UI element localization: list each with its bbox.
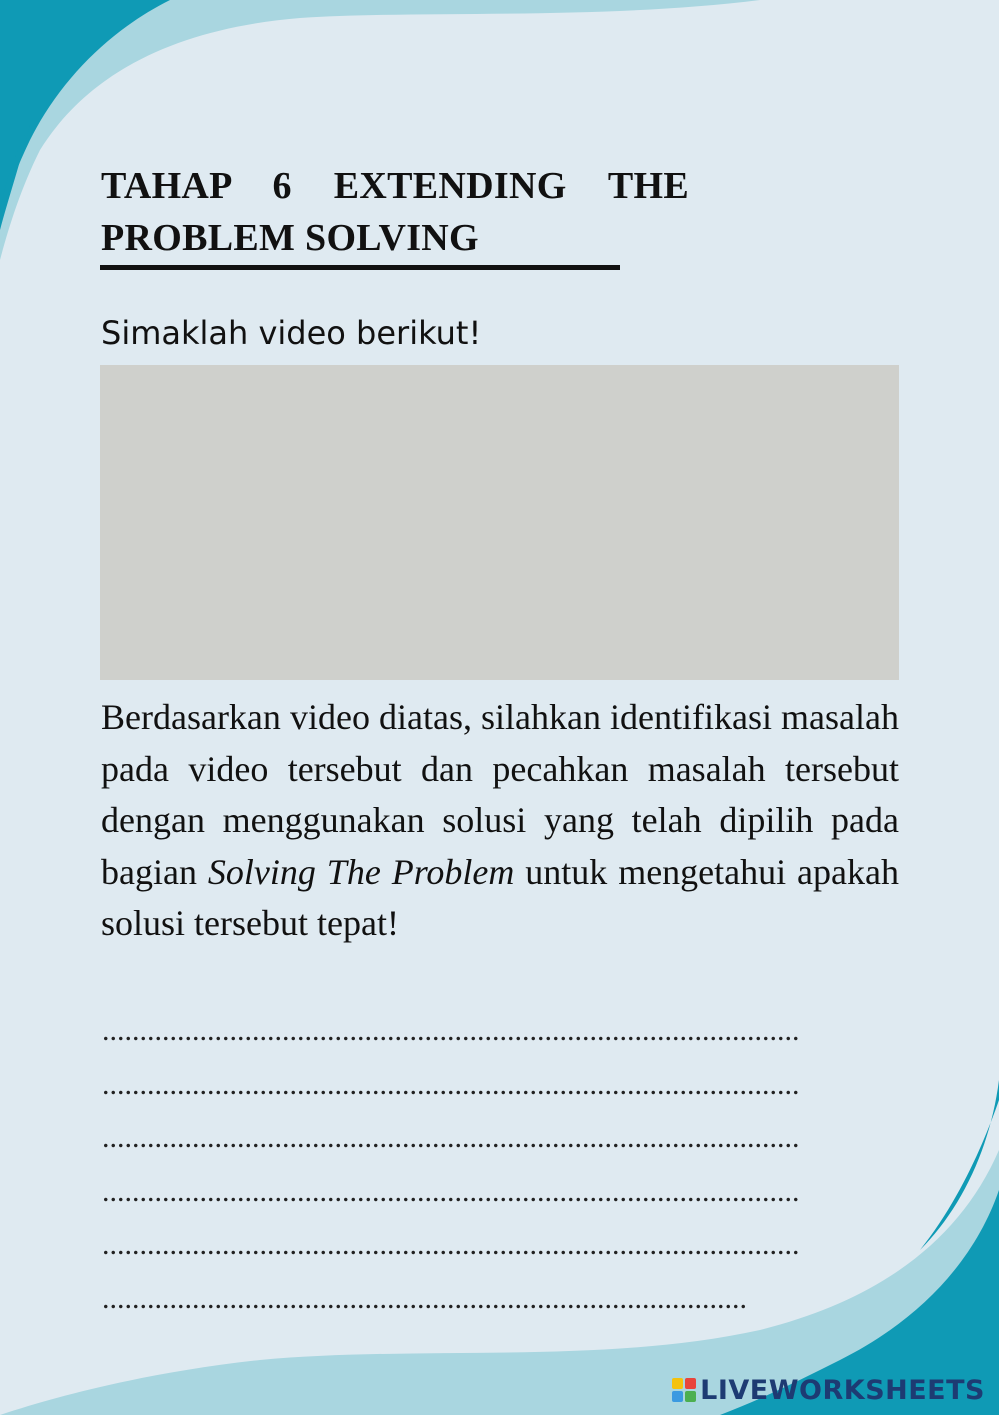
answer-line[interactable]: ...................................................................................... [102,1281,747,1315]
video-placeholder[interactable] [100,365,899,680]
task-description-part-2: untuk mengetahui apakah solusi tersebut tepat! [101,851,899,943]
instruction-text: Simaklah video berikut! [101,314,482,352]
task-description-italic: Solving The Problem [207,851,515,892]
task-description-part-1: Berdasarkan video diatas, silahkan identifikasi masalah pada video tersebut dan pecahkan masalah tersebut dengan menggunakan solusi yang telah dipilih pada bagian [101,697,899,892]
liveworksheets-logo-icon [672,1378,696,1402]
title-underline [100,265,620,270]
answer-area[interactable] [102,1004,902,1325]
liveworksheets-brand [672,1373,985,1407]
task-description [101,692,899,950]
page-title-line-1: TAHAP 6 EXTENDING THE [101,165,689,207]
answer-line[interactable]: ............................................................................................. [102,1014,800,1047]
answer-line[interactable]: ............................................................................................. [102,1174,800,1208]
page-title-line-2: PROBLEM SOLVING [101,217,479,259]
page-title [101,160,689,264]
brand-name: LIVEWORKSHEETS [700,1374,985,1406]
answer-line[interactable]: ............................................................................................. [102,1067,800,1101]
answer-line[interactable]: ............................................................................................. [102,1121,800,1154]
answer-line[interactable]: ............................................................................................. [102,1228,800,1261]
